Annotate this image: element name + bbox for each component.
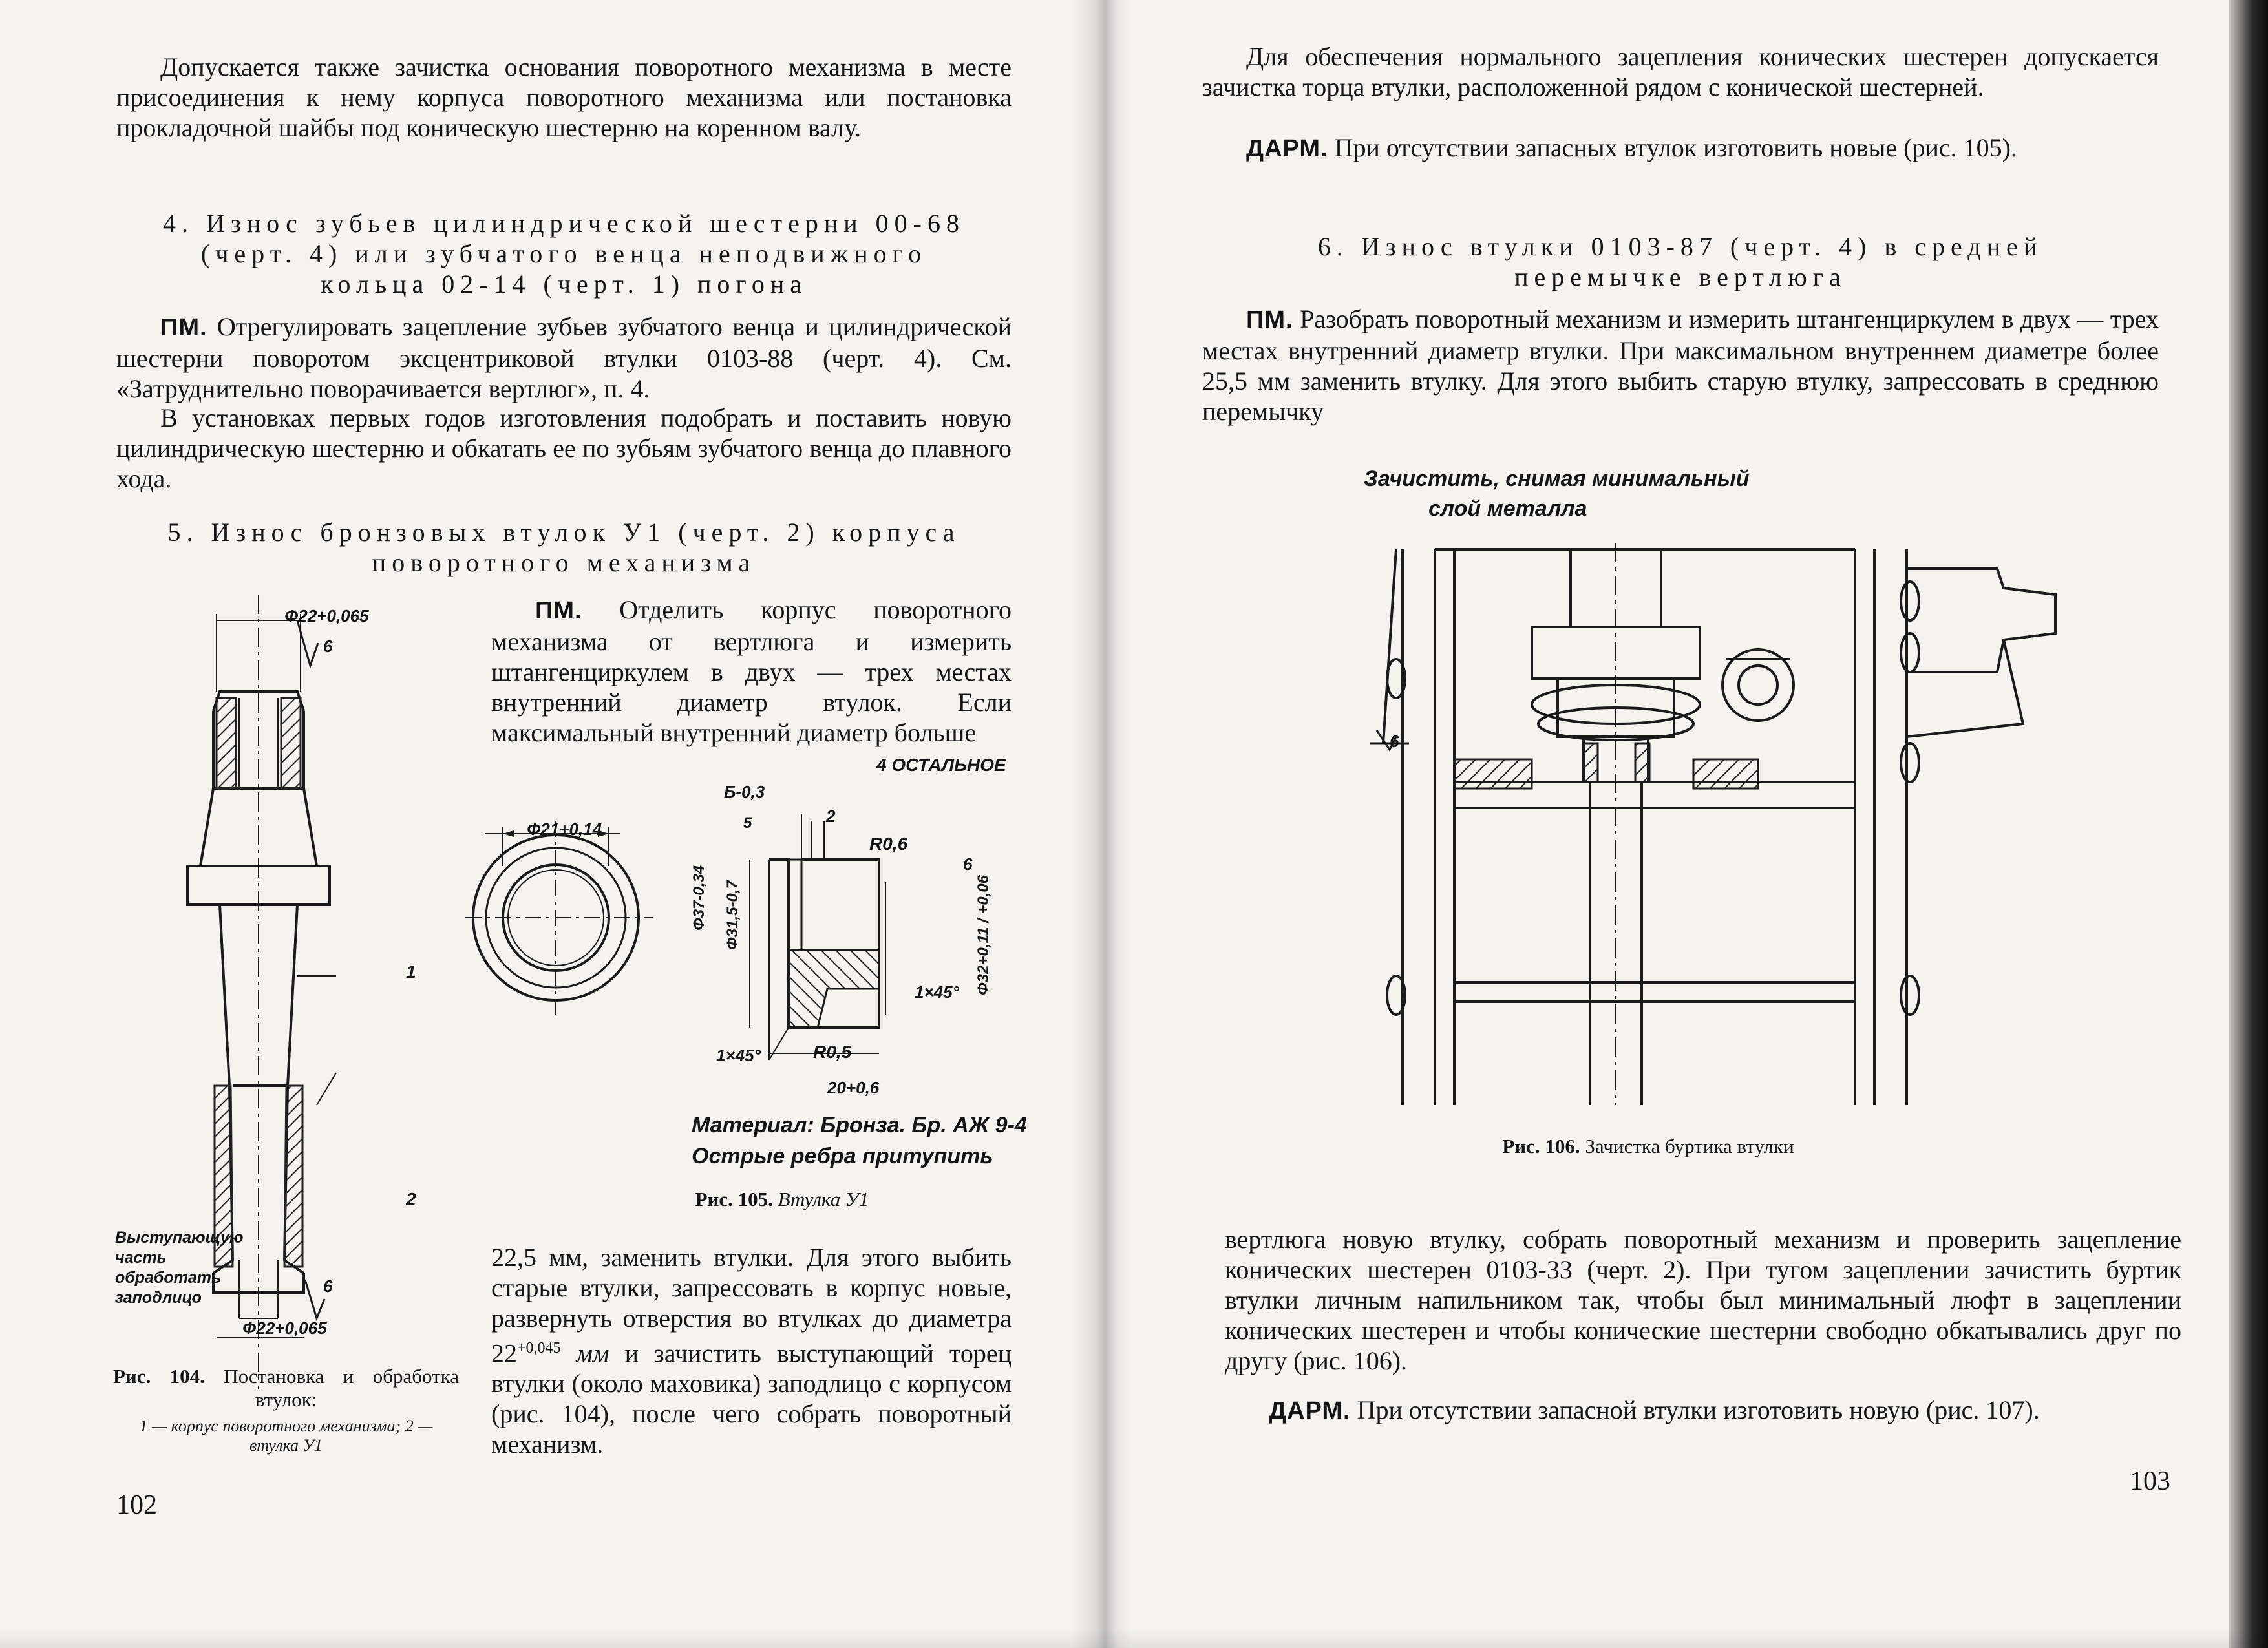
spine-gutter <box>1073 0 1131 1648</box>
continuation-2: и зачистить выступающий торец втулки (около маховика) заподлицо с корпусом (рис. 104), после чего собрать поворотный механизм. <box>491 1338 1012 1459</box>
section-5-heading-line2: поворотного механизма <box>372 548 756 577</box>
fig105-rough-rest: 4 ОСТАЛЬНОЕ <box>876 755 1006 775</box>
fig105-caption <box>646 1188 918 1211</box>
darm-2-paragraph <box>1225 1395 2181 1426</box>
darm-1-paragraph <box>1202 132 2159 164</box>
fig106-annotation-line1: Зачистить, снимая минимальный <box>1364 467 1750 491</box>
section-5-pm-paragraph <box>491 595 1012 748</box>
fig105-material: Материал: Бронза. Бр. АЖ 9-4 <box>692 1113 1027 1137</box>
page-number-left: 102 <box>116 1490 157 1520</box>
fig106-caption <box>1364 1135 1933 1158</box>
fig104-caption-text: Постановка и обработка втулок: <box>224 1365 459 1411</box>
fig104-rough-bottom: 6 <box>323 1276 333 1296</box>
unit-mm: мм <box>576 1338 609 1368</box>
section-4-paragraph-2: В установках первых годов изготовления подобрать и поставить новую цилиндрическую шестерню и обкатать ее по зубьям зубчатого венца до плавного хода. <box>116 403 1012 493</box>
right-intro-paragraph: Для обеспечения нормального зацепления конических шестерен допускается зачистка торца втулки, расположенной рядом с конической шестерней. <box>1202 42 2159 101</box>
pm-label: ПМ. <box>535 597 582 624</box>
fig105-dim-chamfer-right: 1×45° <box>915 982 959 1002</box>
section-6-heading-line1: 6. Износ втулки 0103-87 (черт. 4) в средней <box>1317 232 2044 261</box>
fig104-leader-1: 1 <box>406 962 416 982</box>
fig105-dim-chamfer-left: 1×45° <box>716 1046 761 1065</box>
fig105-dim-rough6: 6 <box>963 854 973 874</box>
section-6-pm-paragraph <box>1202 304 2159 427</box>
pm-text: Отрегулировать зацепление зубьев зубчатого венца и цилиндрической шестерни поворотом эксцентриковой втулки 0103-88 (черт. 4). См. «Затруднительно поворачивается вертлюг», п. 4. <box>116 312 1012 403</box>
continuation-1: 22,5 мм, заменить втулки. Для этого выбить старые втулки, запрессовать в корпус новые, развернуть отверстия во втулках до диаметра <box>491 1243 1012 1333</box>
fig106-caption-text: Зачистка буртика втулки <box>1585 1135 1794 1157</box>
fig106-rough: 6 <box>1390 732 1399 751</box>
fig105-dim-bore: Φ21+0,14 <box>527 819 602 839</box>
fig106-annotation-line2: слой металла <box>1428 496 1587 521</box>
fig104-dim-bottom: Φ22+0,065 <box>242 1318 327 1338</box>
section-5-continuation <box>491 1242 1012 1459</box>
darm-2-label: ДАРМ. <box>1269 1397 1351 1424</box>
figure-106-drawing <box>1222 530 2126 1112</box>
darm-2-text: При отсутствии запасной втулки изготовить новую (рис. 107). <box>1357 1395 2040 1424</box>
left-page <box>0 0 1099 1648</box>
book-edge-shadow <box>2229 0 2268 1648</box>
fig105-dim-2: 2 <box>826 807 836 826</box>
fig105-dim-r06: R0,6 <box>869 834 908 854</box>
darm-1-text: При отсутствии запасных втулок изготовить новые (рис. 105). <box>1334 133 2017 162</box>
pm-label: ПМ. <box>160 314 207 341</box>
fig105-dim-20: 20+0,6 <box>827 1078 880 1097</box>
section-5-heading-line1: 5. Износ бронзовых втулок У1 (черт. 2) корпуса <box>167 518 960 547</box>
tolerance: +0,045 <box>517 1340 561 1357</box>
fig104-dim-top: Φ22+0,065 <box>284 606 369 626</box>
fig106-caption-label: Рис. 106. <box>1502 1135 1580 1157</box>
pm-text: Отделить корпус поворотного механизма от вертлюга и измерить штангенциркулем в двух — трех местах внутренний диаметр втулок. Если максимальный внутренний диаметр больше <box>491 595 1012 747</box>
fig105-dim-5: 5 <box>743 814 752 832</box>
fig104-caption-label: Рис. 104. <box>113 1365 205 1388</box>
fig104-rough-top: 6 <box>323 637 333 656</box>
diameter: 22 <box>491 1338 517 1368</box>
fig104-legend: 1 — корпус поворотного механизма; 2 — втулка У1 <box>139 1417 433 1455</box>
pm-text: Разобрать поворотный механизм и измерить штангенциркулем в двух — трех местах внутренний диаметр втулки. При максимальном внутреннем диаметре более 25,5 мм заменить втулку. Для этого выбить старую втулку, запрессовать в среднюю перемычку <box>1202 304 2159 426</box>
section-4-heading-line2: (черт. 4) или зубчатого венца неподвижного <box>200 239 927 268</box>
fig105-dim-315: Φ31,5-0,7 <box>724 880 741 950</box>
pm-label: ПМ. <box>1246 306 1293 333</box>
page-number-right: 103 <box>2130 1466 2170 1496</box>
fig104-annotation: Выступающую часть обработать заподлицо <box>115 1229 244 1307</box>
fig104-caption <box>113 1365 459 1411</box>
fig105-dim-b: Б-0,3 <box>724 782 765 801</box>
fig105-note: Острые ребра притупить <box>692 1144 993 1168</box>
fig104-leader-2: 2 <box>406 1189 416 1209</box>
bottom-shade <box>0 1629 2268 1648</box>
intro-paragraph: Допускается также зачистка основания поворотного механизма в месте присоединения к нему корпуса поворотного механизма или постановка прокладочной шайбы под коническую шестерню на коренном валу. <box>116 52 1012 142</box>
section-4-pm-paragraph <box>116 312 1012 404</box>
section-4-heading-line1: 4. Износ зубьев цилиндрической шестерни 00-68 <box>163 209 965 238</box>
right-page <box>1099 0 2268 1648</box>
section-4-heading-line3: кольца 02-14 (черт. 1) погона <box>321 269 807 299</box>
darm-1-label: ДАРМ. <box>1246 135 1328 162</box>
figure-105-drawing <box>465 756 1021 1079</box>
fig105-dim-r05: R0,5 <box>813 1042 852 1062</box>
fig105-dim-37: Φ37-0,34 <box>690 865 708 931</box>
fig105-dim-32: Φ32+0,11 / +0,06 <box>975 874 992 995</box>
section-6-continuation: вертлюга новую втулку, собрать поворотный механизм и проверить зацепление конических шестерен 0103-33 (черт. 2). При тугом зацеплении зачистить буртик втулки личным напильником так, чтобы был минимальный люфт в зацеплении конических шестерен и чтобы конические шестерни свободно обкатывались друг по другу (рис. 106). <box>1225 1225 2181 1375</box>
fig105-caption-label: Рис. 105. <box>695 1188 773 1210</box>
section-6-heading-line2: перемычке вертлюга <box>1514 262 1847 291</box>
fig105-caption-text: Втулка У1 <box>778 1188 869 1210</box>
